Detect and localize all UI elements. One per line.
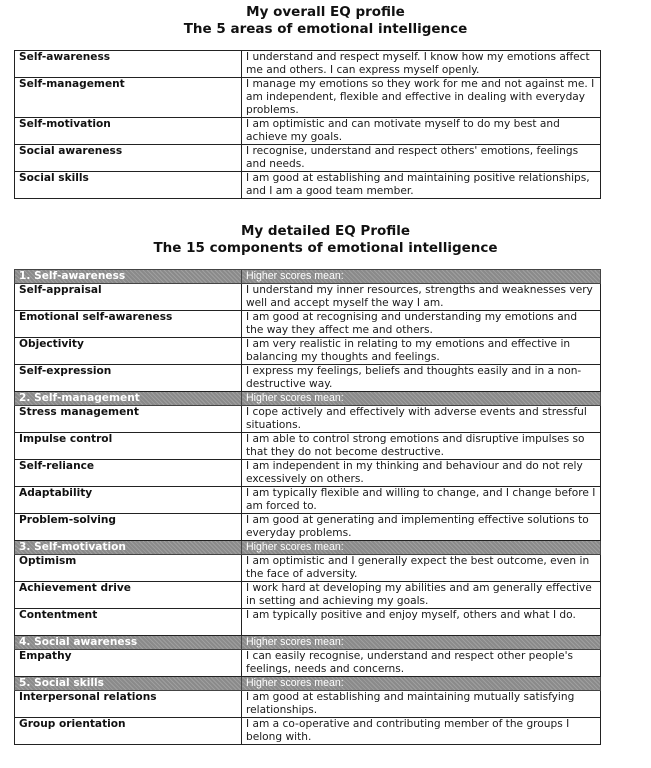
area-label: Social skills (15, 172, 242, 199)
component-label: Empathy (15, 650, 242, 677)
section-heading: 2. Self-management (15, 392, 242, 406)
section-header-row (15, 541, 601, 555)
detailed-title: My detailed EQ Profile (240, 223, 411, 239)
higher-scores-label: Higher scores mean: (242, 636, 601, 650)
table-row (15, 487, 601, 514)
table-row (15, 118, 601, 145)
table-row (15, 172, 601, 199)
area-description: I manage my emotions so they work for me and not against me. I am independent, flexible and effective in dealing with everyday problems. (242, 78, 601, 118)
component-label: Objectivity (15, 338, 242, 365)
section-heading: 5. Social skills (15, 677, 242, 691)
component-meaning: I am able to control strong emotions and disruptive impulses so that they do not become destructive. (242, 433, 601, 460)
section-header-row (15, 270, 601, 284)
area-label: Self-motivation (15, 118, 242, 145)
component-meaning: I am good at establishing and maintaining mutually satisfying relationships. (242, 691, 601, 718)
section-heading: 3. Self-motivation (15, 541, 242, 555)
table-row (15, 365, 601, 392)
overview-table (14, 50, 601, 199)
table-row (15, 650, 601, 677)
area-label: Self-management (15, 78, 242, 118)
table-row (15, 51, 601, 78)
component-label: Self-reliance (15, 460, 242, 487)
table-row (15, 311, 601, 338)
component-meaning: I express my feelings, beliefs and thoughts easily and in a non-destructive way. (242, 365, 601, 392)
component-label: Adaptability (15, 487, 242, 514)
component-label: Group orientation (15, 718, 242, 745)
component-meaning: I understand my inner resources, strengths and weaknesses very well and accept myself the way I am. (242, 284, 601, 311)
section-header-row (15, 677, 601, 691)
higher-scores-label: Higher scores mean: (242, 541, 601, 555)
higher-scores-label: Higher scores mean: (242, 392, 601, 406)
higher-scores-label: Higher scores mean: (242, 270, 601, 284)
section-heading: 1. Self-awareness (15, 270, 242, 284)
component-label: Achievement drive (15, 582, 242, 609)
table-row (15, 691, 601, 718)
component-meaning: I am very realistic in relating to my emotions and effective in balancing my thoughts and feelings. (242, 338, 601, 365)
component-meaning: I can easily recognise, understand and respect other people's feelings, needs and concerns. (242, 650, 601, 677)
table-row (15, 582, 601, 609)
component-label: Optimism (15, 555, 242, 582)
component-label: Self-expression (15, 365, 242, 392)
table-row (15, 284, 601, 311)
component-label: Interpersonal relations (15, 691, 242, 718)
component-meaning: I work hard at developing my abilities and am generally effective in setting and achieving my goals. (242, 582, 601, 609)
component-label: Problem-solving (15, 514, 242, 541)
table-row (15, 514, 601, 541)
section-header-row (15, 636, 601, 650)
higher-scores-label: Higher scores mean: (242, 677, 601, 691)
area-description: I am optimistic and can motivate myself to do my best and achieve my goals. (242, 118, 601, 145)
table-row (15, 338, 601, 365)
table-row (15, 609, 601, 636)
area-description: I am good at establishing and maintaining positive relationships, and I am a good team member. (242, 172, 601, 199)
table-row (15, 555, 601, 582)
area-description: I recognise, understand and respect others' emotions, feelings and needs. (242, 145, 601, 172)
overview-subtitle: The 5 areas of emotional intelligence (183, 21, 468, 37)
table-row (15, 78, 601, 118)
component-meaning: I cope actively and effectively with adverse events and stressful situations. (242, 406, 601, 433)
section-heading: 4. Social awareness (15, 636, 242, 650)
component-label: Emotional self-awareness (15, 311, 242, 338)
area-label: Social awareness (15, 145, 242, 172)
component-meaning: I am typically flexible and willing to change, and I change before I am forced to. (242, 487, 601, 514)
table-row (15, 145, 601, 172)
component-meaning: I am independent in my thinking and behaviour and do not rely excessively on others. (242, 460, 601, 487)
component-meaning: I am good at recognising and understanding my emotions and the way they affect me and others. (242, 311, 601, 338)
area-label: Self-awareness (15, 51, 242, 78)
component-label: Self-appraisal (15, 284, 242, 311)
area-description: I understand and respect myself. I know how my emotions affect me and others. I can express myself openly. (242, 51, 601, 78)
detailed-heading (0, 223, 651, 257)
table-row (15, 406, 601, 433)
table-row (15, 460, 601, 487)
component-meaning: I am optimistic and I generally expect the best outcome, even in the face of adversity. (242, 555, 601, 582)
component-meaning: I am typically positive and enjoy myself, others and what I do. (242, 609, 601, 636)
table-row (15, 718, 601, 745)
component-meaning: I am good at generating and implementing effective solutions to everyday problems. (242, 514, 601, 541)
section-header-row (15, 392, 601, 406)
overview-heading (0, 4, 651, 38)
table-row (15, 433, 601, 460)
component-label: Impulse control (15, 433, 242, 460)
component-label: Stress management (15, 406, 242, 433)
detailed-table (14, 269, 601, 745)
detailed-subtitle: The 15 components of emotional intelligence (153, 240, 498, 256)
component-meaning: I am a co-operative and contributing member of the groups I belong with. (242, 718, 601, 745)
overview-title: My overall EQ profile (246, 4, 405, 20)
component-label: Contentment (15, 609, 242, 636)
